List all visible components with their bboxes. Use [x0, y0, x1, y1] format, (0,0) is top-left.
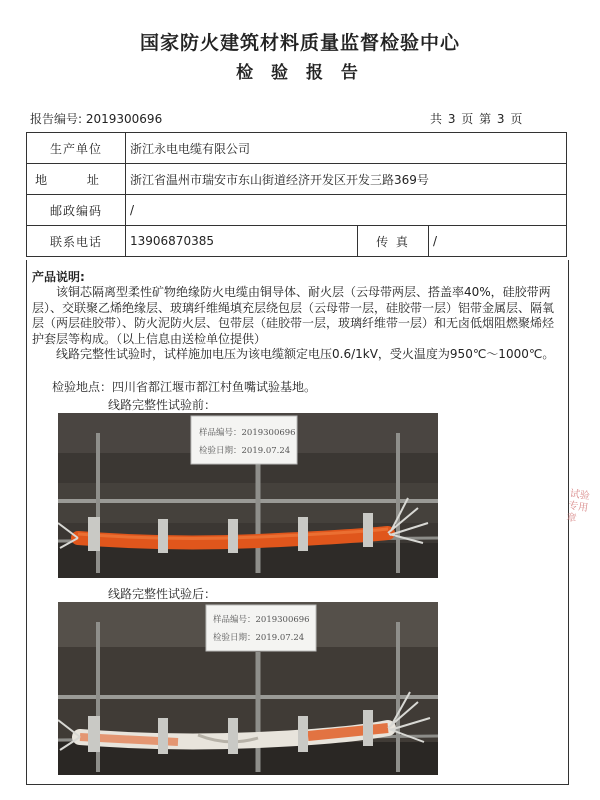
fax-label: 传 真 — [358, 226, 429, 257]
manufacturer-value: 浙江永电电缆有限公司 — [126, 133, 567, 164]
cable-clamp — [363, 513, 373, 547]
sample-date-text: 检验日期：2019.07.24 — [199, 446, 291, 456]
document-subtitle: 检 验 报 告 — [236, 63, 364, 83]
sample-number-text: 样品编号：2019300696 — [213, 615, 310, 625]
cable-clamp — [298, 716, 308, 752]
info-table — [26, 132, 567, 257]
cable-clamp — [363, 710, 373, 746]
cable-clamp — [228, 519, 238, 553]
cable-clamp — [158, 519, 168, 553]
description-paragraph-2: 线路完整性试验时，试样施加电压为该电缆额定电压0.6/1kV，受火温度为950℃～1000℃。 — [56, 347, 555, 361]
table-row — [27, 133, 567, 164]
postcode-value: / — [126, 195, 567, 226]
cable-clamp — [88, 517, 100, 551]
cable-clamp — [158, 718, 168, 754]
report-number: 报告编号: 2019300696 — [30, 112, 163, 126]
description-paragraph-1: 该铜芯隔离型柔性矿物绝缘防火电缆由铜导体、耐火层（云母带两层、搭盖率40%，硅胶带两层）、交联聚乙烯绝缘层、玻璃纤维绳填充层绕包层（云母带一层，硅胶带一层）铝带金属层、隔氧层（两层硅胶带）、防火泥防火层、包带层（硅胶带一层，玻璃纤维带一层）和无卤低烟阻燃聚烯烃护套层等构成。（以上信息由送检单位提供） — [32, 285, 555, 346]
phone-label: 联系电话 — [27, 226, 126, 257]
manufacturer-label: 生产单位 — [27, 133, 126, 164]
description-text — [32, 285, 560, 363]
before-caption: 线路完整性试验前： — [108, 398, 217, 412]
photo-before-test — [58, 413, 438, 578]
page-info: 共 3 页 第 3 页 — [430, 112, 524, 126]
stamp-mark: 试验专用章 — [565, 488, 591, 525]
sample-date-text: 检验日期：2019.07.24 — [213, 633, 305, 643]
description-title: 产品说明: — [32, 270, 85, 284]
table-row — [27, 226, 567, 257]
photo-after-test — [58, 602, 438, 775]
document-title: 国家防火建筑材料质量监督检验中心 — [139, 32, 460, 54]
test-location: 检验地点：四川省都江堰市都江村鱼嘴试验基地。 — [52, 380, 317, 394]
table-row — [27, 164, 567, 195]
cable-clamp — [298, 517, 308, 551]
postcode-label: 邮政编码 — [27, 195, 126, 226]
after-caption: 线路完整性试验后： — [108, 587, 217, 601]
sample-label-card — [191, 416, 297, 464]
sample-number-text: 样品编号：2019300696 — [199, 428, 296, 438]
table-row — [27, 195, 567, 226]
phone-value: 13906870385 — [126, 226, 358, 257]
sample-label-card — [206, 605, 316, 651]
cable-clamp — [228, 718, 238, 754]
address-value: 浙江省温州市瑞安市东山街道经济开发区开发三路369号 — [126, 164, 567, 195]
fax-value: / — [429, 226, 567, 257]
cable-clamp — [88, 716, 100, 752]
address-label: 地 址 — [27, 164, 126, 195]
